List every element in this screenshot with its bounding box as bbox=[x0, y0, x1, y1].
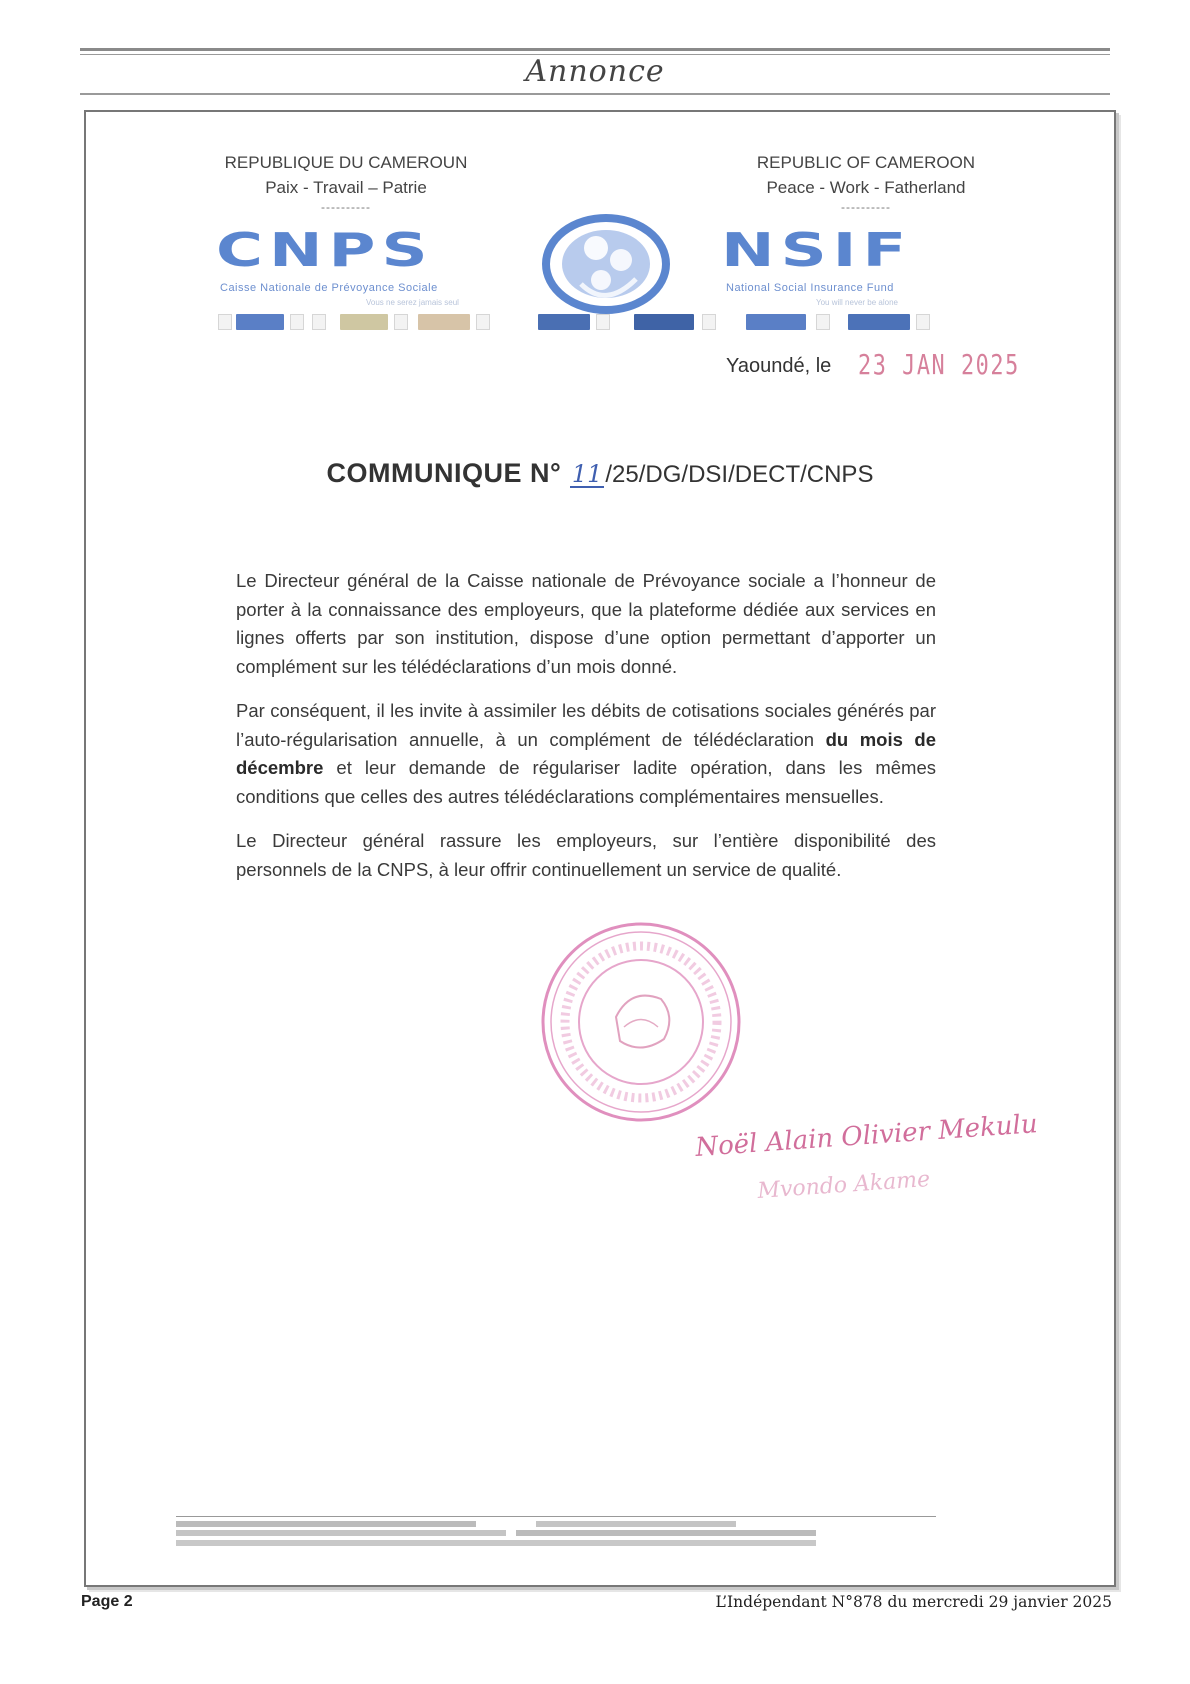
signature-line-1: Noël Alain Olivier Mekulu bbox=[694, 1109, 1039, 1163]
edition-info: L’Indépendant N°878 du mercredi 29 janvier 2025 bbox=[715, 1593, 1112, 1611]
badge bbox=[746, 314, 806, 330]
body-paragraph-1: Le Directeur général de la Caisse nationale de Prévoyance sociale a l’honneur de porter à la connaissance des employeurs, que la plateforme dédiée aux services en lignes offerts par son institution, dispose d’une option permettant d’apporter un complément sur les télédéclarations d’un mois donné. bbox=[236, 570, 936, 677]
badge-icon bbox=[476, 314, 490, 330]
communique-number: 11 bbox=[571, 460, 603, 488]
letterhead-english bbox=[736, 150, 996, 214]
body-paragraph-2-end: et leur demande de régulariser ladite opération, dans les mêmes conditions que celles des autres télédéclarations complémentaires mensuelles. bbox=[236, 757, 936, 807]
badge-icon bbox=[394, 314, 408, 330]
cnps-logo-word: CNPS bbox=[216, 224, 434, 278]
logo-subtitle-en: National Social Insurance Fund bbox=[726, 282, 894, 294]
communique-prefix: COMMUNIQUE N° bbox=[326, 458, 562, 488]
cnps-emblem-icon bbox=[541, 214, 671, 314]
badge-icon bbox=[218, 314, 232, 330]
divider-dashes-en: ---------- bbox=[841, 200, 891, 214]
badge-icon bbox=[916, 314, 930, 330]
official-seal-stamp bbox=[536, 917, 746, 1127]
badge bbox=[848, 314, 910, 330]
divider-dashes-fr: ---------- bbox=[321, 200, 371, 214]
motto-fr: Paix - Travail – Patrie bbox=[265, 178, 427, 197]
republic-name-fr: REPUBLIQUE DU CAMEROUN bbox=[224, 153, 468, 172]
badge-icon bbox=[290, 314, 304, 330]
republic-name-en: REPUBLIC OF CAMEROON bbox=[756, 153, 976, 172]
signature-line-2: Mvondo Akame bbox=[756, 1166, 931, 1204]
badge-icon bbox=[596, 314, 610, 330]
fine-print-line bbox=[176, 1530, 506, 1536]
section-title: Annonce bbox=[525, 54, 665, 89]
motto-en: Peace - Work - Fatherland bbox=[766, 178, 966, 197]
cnps-logo-band bbox=[216, 220, 996, 340]
header-rule-top bbox=[80, 48, 1110, 51]
badge bbox=[418, 314, 470, 330]
badge bbox=[236, 314, 284, 330]
communique-title bbox=[86, 458, 1114, 489]
communique-letter bbox=[84, 110, 1116, 1587]
logo-motto-en: You will never be alone bbox=[816, 298, 898, 307]
fine-print-line bbox=[536, 1521, 736, 1527]
badge-icon bbox=[702, 314, 716, 330]
body-paragraph-2 bbox=[236, 697, 936, 811]
nsif-logo-word: NSIF bbox=[721, 224, 913, 278]
director-signature bbox=[694, 1109, 1039, 1212]
logo-motto-fr: Vous ne serez jamais seul bbox=[366, 298, 459, 307]
letterhead-french bbox=[216, 150, 476, 214]
badge bbox=[634, 314, 694, 330]
badge bbox=[538, 314, 590, 330]
badge-icon bbox=[816, 314, 830, 330]
fine-print-line bbox=[176, 1540, 816, 1546]
date-prefix: Yaoundé, le bbox=[726, 355, 832, 377]
letter-footer-rule bbox=[176, 1516, 936, 1517]
header-rule-bottom bbox=[80, 93, 1110, 95]
page-number: Page 2 bbox=[81, 1593, 133, 1610]
logo-subtitle-fr: Caisse Nationale de Prévoyance Sociale bbox=[220, 282, 438, 294]
communique-reference: /25/DG/DSI/DECT/CNPS bbox=[605, 461, 874, 488]
logo-badge-row bbox=[216, 314, 996, 334]
badge bbox=[340, 314, 388, 330]
body-paragraph-3: Le Directeur général rassure les employeurs, sur l’entière disponibilité des personnels de la CNPS, à leur offrir continuellement un service de qualité. bbox=[236, 830, 936, 880]
date-stamp: 23 JAN 2025 bbox=[858, 348, 1020, 381]
communique-body bbox=[236, 567, 936, 900]
body-paragraph-2-start: Par conséquent, il les invite à assimiler les débits de cotisations sociales générés par l’auto-régularisation annuelle, à un complément de télédéclaration bbox=[236, 700, 936, 750]
fine-print-line bbox=[516, 1530, 816, 1536]
body-paragraph-2-bold: du mois de décembre bbox=[236, 728, 936, 778]
fine-print-line bbox=[176, 1521, 476, 1527]
badge-icon bbox=[312, 314, 326, 330]
